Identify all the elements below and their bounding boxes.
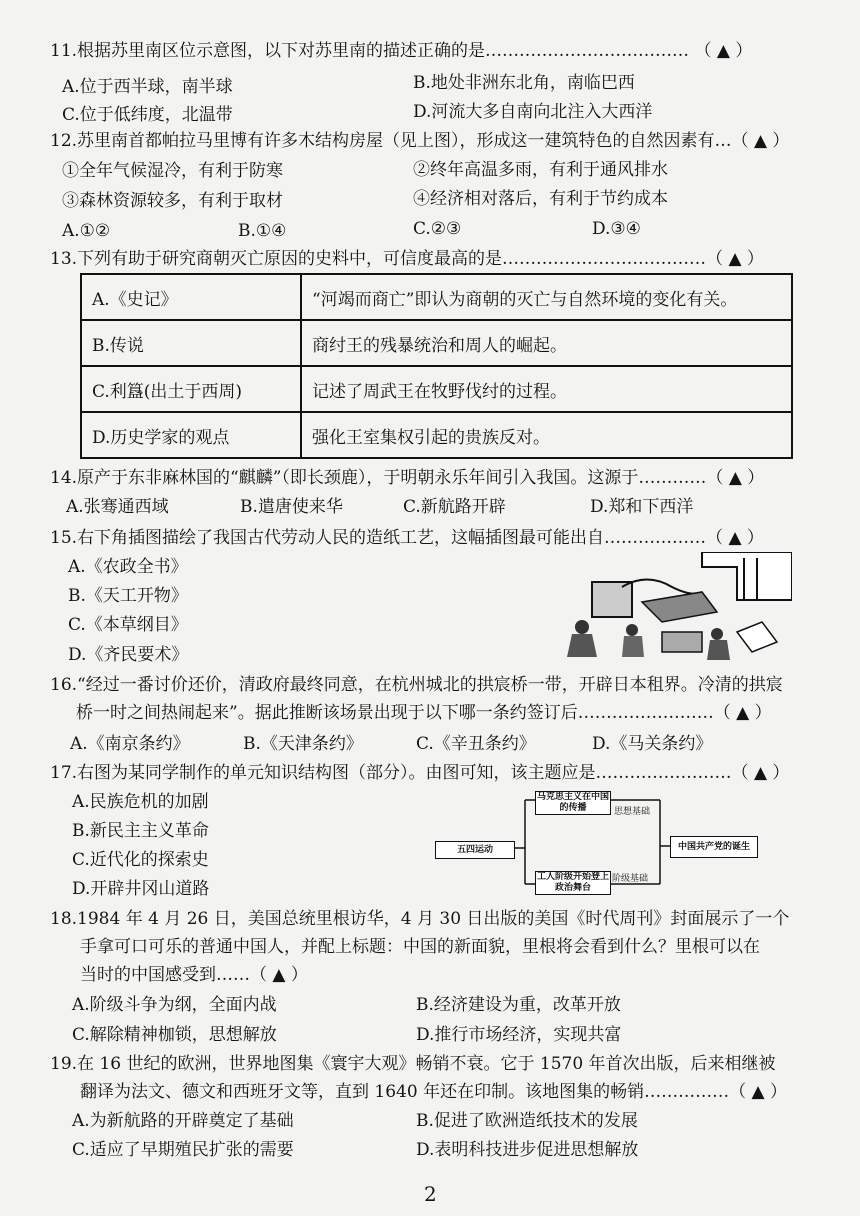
q13-option-c-source: C.利簋(出土于西周) (81, 366, 301, 412)
q14-option-b: B.遣唐使来华 (240, 497, 343, 517)
q12-option-c: C.②③ (413, 219, 462, 239)
question-19-stem: 19.在 16 世纪的欧洲，世界地图集《寰宇大观》畅销不衰。它于 1570 年首次出版，后来相继被 (50, 1054, 776, 1074)
q16-option-d: D.《马关条约》 (592, 734, 713, 754)
diagram-node-marxism-spread: 马克思主义在中国的传播 (536, 792, 609, 813)
q19-option-d: D.表明科技进步促进思想解放 (416, 1140, 639, 1160)
q12-option-b: B.①④ (238, 221, 287, 241)
q14-option-a: A.张骞通西域 (66, 497, 169, 517)
question-16-stem-cont: 桥一时之间热闹起来”。据此推断该场景出现于以下哪一条约签订后……………………（ ▲ ） (76, 703, 772, 723)
question-18-stem-cont2: 当时的中国感受到……（ ▲ ） (80, 965, 308, 985)
q19-option-b: B.促进了欧洲造纸技术的发展 (416, 1111, 638, 1131)
q11-option-b: B.地处非洲东北角，南临巴西 (413, 73, 635, 93)
table-row (81, 366, 792, 412)
question-19-stem-cont: 翻译为法文、德文和西班牙文等，直到 1640 年还在印制。该地图集的畅销……………（ ▲ ） (80, 1082, 787, 1102)
q13-option-d-source: D.历史学家的观点 (81, 412, 301, 458)
q13-option-a-source: A.《史记》 (81, 274, 301, 320)
q12-option-d: D.③④ (592, 219, 641, 239)
q13-option-b-source: B.传说 (81, 320, 301, 366)
q18-option-a: A.阶级斗争为纲，全面内战 (72, 995, 277, 1015)
question-14-stem: 14.原产于东非麻林国的“麒麟”（即长颈鹿），于明朝永乐年间引入我国。这源于…………（ ▲ ） (50, 468, 765, 488)
q17-option-b: B.新民主主义革命 (72, 821, 209, 841)
q11-option-c: C.位于低纬度，北温带 (62, 105, 233, 125)
q12-item-3: ③森林资源较多，有利于取材 (62, 191, 283, 211)
diagram-node-ccp-founding: 中国共产党的诞生 (670, 836, 758, 858)
q13-option-b-content: 商纣王的残暴统治和周人的崛起。 (301, 320, 792, 366)
diagram-label-ideology: 思想基础 (614, 807, 651, 817)
q16-option-b: B.《天津条约》 (243, 734, 363, 754)
q18-option-d: D.推行市场经济，实现共富 (416, 1025, 622, 1045)
q15-option-a: A.《农政全书》 (68, 557, 188, 577)
q15-option-b: B.《天工开物》 (68, 586, 188, 606)
question-18-stem-cont: 手拿可口可乐的普通中国人，并配上标题：中国的新面貌，里根将会看到什么？里根可以在 (80, 937, 760, 957)
diagram-label-class: 阶级基础 (612, 874, 649, 884)
diagram-node-working-class: 工人阶级开始登上政治舞台 (536, 872, 609, 893)
question-15-stem: 15.右下角插图描绘了我国古代劳动人民的造纸工艺，这幅插图最可能出自………………（ ▲ ） (50, 528, 764, 548)
q12-item-4: ④经济相对落后，有利于节约成本 (413, 189, 668, 209)
q13-option-a-content: “河竭而商亡”即认为商朝的灭亡与自然环境的变化有关。 (301, 274, 792, 320)
question-13-stem: 13.下列有助于研究商朝灭亡原因的史料中，可信度最高的是………………………………（ ▲ ） (50, 249, 764, 269)
q15-option-d: D.《齐民要术》 (68, 645, 189, 665)
q17-option-c: C.近代化的探索史 (72, 850, 209, 870)
q13-option-c-content: 记述了周武王在牧野伐纣的过程。 (301, 366, 792, 412)
table-row (81, 412, 792, 458)
q13-option-d-content: 强化王室集权引起的贵族反对。 (301, 412, 792, 458)
q17-option-a: A.民族危机的加剧 (72, 792, 209, 812)
question-11-stem: 11.根据苏里南区位示意图，以下对苏里南的描述正确的是……………………………… （ ▲ ） (50, 41, 753, 61)
q15-option-c: C.《本草纲目》 (68, 615, 188, 635)
q11-option-a: A.位于西半球，南半球 (62, 77, 233, 97)
question-17-stem: 17.右图为某同学制作的单元知识结构图（部分）。由图可知，该主题应是……………………（ ▲ ） (50, 763, 790, 783)
q14-option-c: C.新航路开辟 (403, 497, 506, 517)
q14-option-d: D.郑和下西洋 (590, 497, 694, 517)
q12-item-2: ②终年高温多雨，有利于通风排水 (413, 160, 668, 180)
question-18-stem: 18.1984 年 4 月 26 日，美国总统里根访华，4 月 30 日出版的美国《时代周刊》封面展示了一个 (50, 909, 790, 929)
q17-option-d: D.开辟井冈山道路 (72, 879, 210, 899)
q19-option-c: C.适应了早期殖民扩张的需要 (72, 1140, 294, 1160)
diagram-node-may-fourth: 五四运动 (435, 841, 515, 859)
papermaking-illustration (552, 552, 792, 662)
q12-option-a: A.①② (62, 221, 111, 241)
q12-item-1: ①全年气候湿冷，有利于防寒 (62, 161, 283, 181)
q19-option-a: A.为新航路的开辟奠定了基础 (72, 1111, 294, 1131)
table-row (81, 274, 792, 320)
table-row (81, 320, 792, 366)
q11-option-d: D.河流大多自南向北注入大西洋 (413, 102, 653, 122)
page-number: 2 (424, 1182, 437, 1206)
question-16-stem: 16.“经过一番讨价还价，清政府最终同意，在杭州城北的拱宸桥一带，开辟日本租界。冷清的拱宸 (50, 675, 783, 695)
q18-option-b: B.经济建设为重，改革开放 (416, 995, 621, 1015)
q16-option-a: A.《南京条约》 (70, 734, 190, 754)
q18-option-c: C.解除精神枷锁，思想解放 (72, 1025, 277, 1045)
q16-option-c: C.《辛丑条约》 (416, 734, 536, 754)
question-12-stem: 12.苏里南首都帕拉马里博有许多木结构房屋（见上图），形成这一建筑特色的自然因素有…（ ▲ ） (50, 131, 790, 151)
q13-source-table (80, 273, 793, 459)
